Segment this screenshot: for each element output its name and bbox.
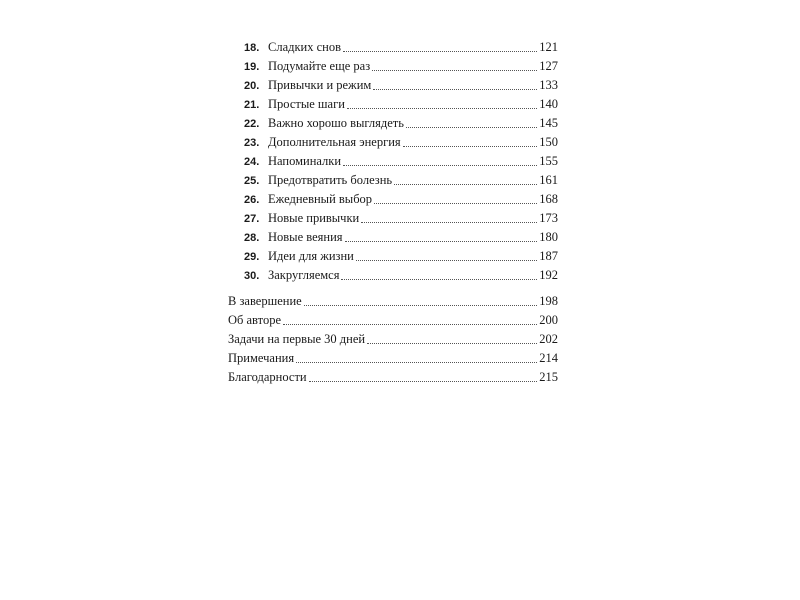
toc-entry-chapter-27[interactable] xyxy=(228,209,558,228)
toc-entry-chapter-30[interactable] xyxy=(228,266,558,285)
chapter-number: 26. xyxy=(244,194,260,206)
dot-leader xyxy=(374,203,537,204)
page-number: 127 xyxy=(539,59,558,73)
toc-entry-chapter-26[interactable] xyxy=(228,190,558,209)
chapter-number: 20. xyxy=(244,80,260,92)
dot-leader xyxy=(283,324,537,325)
chapter-number: 22. xyxy=(244,118,260,130)
dot-leader xyxy=(343,51,537,52)
page-number: 150 xyxy=(539,135,558,149)
toc-entry-chapter-21[interactable] xyxy=(228,95,558,114)
chapter-number: 25. xyxy=(244,175,260,187)
chapter-number: 21. xyxy=(244,99,260,111)
toc-entry-chapter-19[interactable] xyxy=(228,57,558,76)
chapter-title: Новые веяния xyxy=(268,230,343,244)
dot-leader xyxy=(373,89,537,90)
chapter-title: Простые шаги xyxy=(268,97,345,111)
dot-leader xyxy=(361,222,537,223)
chapter-number: 19. xyxy=(244,61,260,73)
entry-title: Примечания xyxy=(228,351,295,365)
entry-title: Благодарности xyxy=(228,370,307,384)
dot-leader xyxy=(403,146,538,147)
chapter-title: Новые привычки xyxy=(268,211,360,225)
page-number: 155 xyxy=(539,154,558,168)
entry-title: Об авторе xyxy=(228,313,281,327)
chapter-title: Закругляемся xyxy=(268,268,340,282)
toc-entry-chapter-18[interactable] xyxy=(228,38,558,57)
chapter-title: Напоминалки xyxy=(268,154,342,168)
page-number: 168 xyxy=(539,192,558,206)
chapter-title: Подумайте еще раз xyxy=(268,59,371,73)
toc-entry-conclusion[interactable] xyxy=(228,292,558,311)
backmatter-list xyxy=(228,292,558,387)
chapter-title: Сладких снов xyxy=(268,40,342,54)
page-number: 214 xyxy=(539,351,558,365)
toc-entry-chapter-29[interactable] xyxy=(228,247,558,266)
chapter-number: 23. xyxy=(244,137,260,149)
chapter-title: Привычки и режим xyxy=(268,78,372,92)
chapter-list xyxy=(228,38,558,285)
entry-title: Задачи на первые 30 дней xyxy=(228,332,366,346)
chapter-number: 24. xyxy=(244,156,260,168)
page-number: 192 xyxy=(539,268,558,282)
toc-entry-acknowledgements[interactable] xyxy=(228,368,558,387)
dot-leader xyxy=(341,279,537,280)
dot-leader xyxy=(296,362,537,363)
chapter-number: 30. xyxy=(244,270,260,282)
dot-leader xyxy=(367,343,537,344)
page-number: 145 xyxy=(539,116,558,130)
page-number: 200 xyxy=(539,313,558,327)
toc-entry-tasks-30-days[interactable] xyxy=(228,330,558,349)
page-number: 202 xyxy=(539,332,558,346)
page-number: 140 xyxy=(539,97,558,111)
page-number: 215 xyxy=(539,370,558,384)
table-of-contents xyxy=(228,38,558,387)
dot-leader xyxy=(347,108,537,109)
toc-entry-about-author[interactable] xyxy=(228,311,558,330)
chapter-title: Важно хорошо выглядеть xyxy=(268,116,404,130)
chapter-number: 29. xyxy=(244,251,260,263)
dot-leader xyxy=(309,381,538,382)
chapter-number: 28. xyxy=(244,232,260,244)
page-number: 187 xyxy=(539,249,558,263)
toc-entry-chapter-24[interactable] xyxy=(228,152,558,171)
dot-leader xyxy=(406,127,537,128)
dot-leader xyxy=(304,305,538,306)
toc-entry-chapter-22[interactable] xyxy=(228,114,558,133)
page-number: 198 xyxy=(539,294,558,308)
entry-title: В завершение xyxy=(228,294,302,308)
chapter-title: Дополнительная энергия xyxy=(268,135,401,149)
toc-entry-chapter-25[interactable] xyxy=(228,171,558,190)
toc-entry-chapter-28[interactable] xyxy=(228,228,558,247)
dot-leader xyxy=(372,70,537,71)
chapter-title: Идеи для жизни xyxy=(268,249,354,263)
chapter-number: 27. xyxy=(244,213,260,225)
toc-entry-chapter-23[interactable] xyxy=(228,133,558,152)
page-number: 133 xyxy=(539,78,558,92)
chapter-title: Ежедневный выбор xyxy=(268,192,373,206)
page-number: 121 xyxy=(539,40,558,54)
chapter-title: Предотвратить болезнь xyxy=(268,173,393,187)
page-number: 180 xyxy=(539,230,558,244)
dot-leader xyxy=(345,241,538,242)
chapter-number: 18. xyxy=(244,42,260,54)
dot-leader xyxy=(356,260,537,261)
dot-leader xyxy=(343,165,537,166)
page-number: 173 xyxy=(539,211,558,225)
toc-entry-notes[interactable] xyxy=(228,349,558,368)
page-number: 161 xyxy=(539,173,558,187)
dot-leader xyxy=(394,184,537,185)
toc-entry-chapter-20[interactable] xyxy=(228,76,558,95)
